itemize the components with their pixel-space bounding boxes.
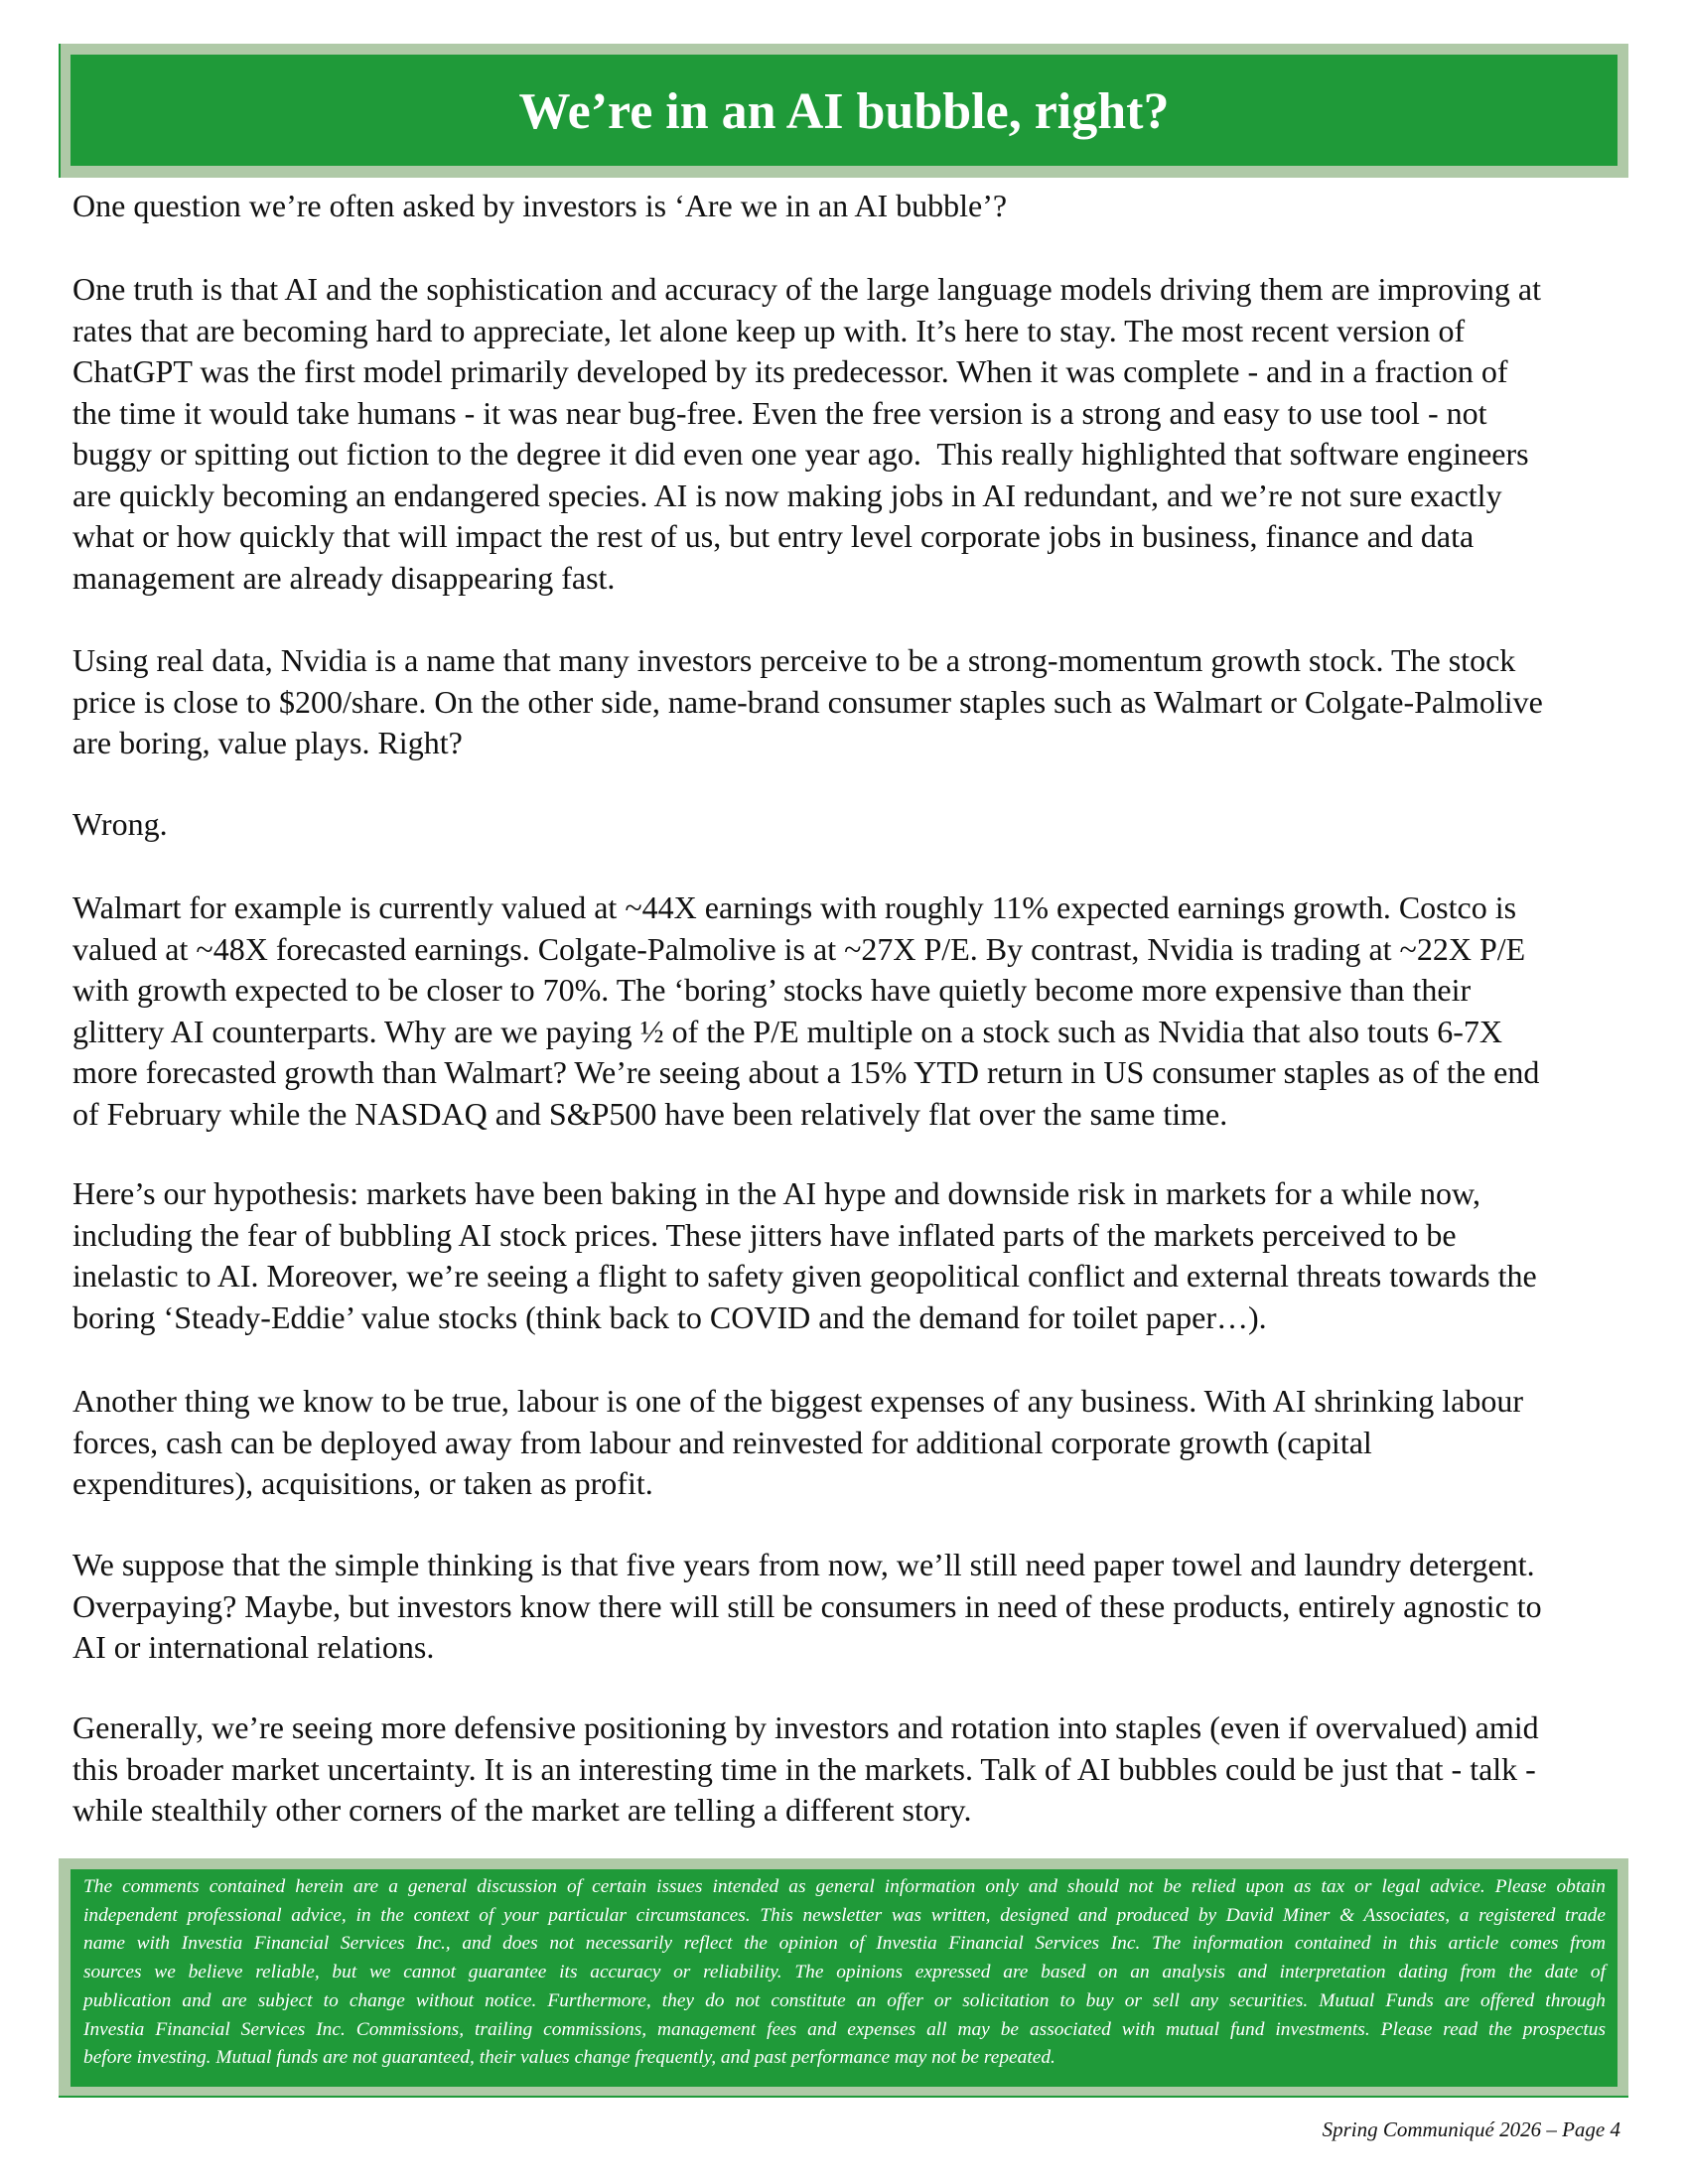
text-line: boring ‘Steady-Eddie’ value stocks (think back to COVID and the demand for toilet paper…). (72, 1298, 1267, 1335)
title-banner (59, 44, 1628, 178)
text-line: AI or international relations. (72, 1629, 435, 1665)
disclaimer-box (59, 1858, 1628, 2098)
text-line: Walmart for example is currently valued at ~44X earnings with roughly 11% expected earnings growth. Costco is (72, 889, 1517, 925)
paragraph-wrong (72, 804, 1621, 846)
paragraph-intro-question (72, 186, 1621, 227)
paragraph-conclusion (72, 1707, 1621, 1832)
disclaimer-line: independent professional advice, in the context of your particular circumstances. This newsletter was written, designed and produced by David Miner & Associates, a registered trade (83, 1904, 1606, 1926)
disclaimer-line: Investia Financial Services Inc. Commissions, trailing commissions, management fees and expenses all may be associated with mutual fund investments. Please read the prospectus (83, 2018, 1606, 2040)
text-line: management are already disappearing fast. (72, 559, 616, 596)
disclaimer-line: sources we believe reliable, but we cannot guarantee its accuracy or reliability. The opinions expressed are based on an analysis and interpretation dating from the date of (83, 1962, 1606, 1983)
text-line: the time it would take humans - it was near bug-free. Even the free version is a strong and easy to use tool - not (72, 394, 1487, 431)
disclaimer-line: The comments contained herein are a general discussion of certain issues intended as general information only and should not be relied upon as tax or legal advice. Please obtain (83, 1876, 1606, 1897)
text-line: Overpaying? Maybe, but investors know there will still be consumers in need of these products, entirely agnostic to (72, 1587, 1542, 1624)
text-line: this broader market uncertainty. It is an interesting time in the markets. Talk of AI bubbles could be just that - talk - (72, 1750, 1536, 1787)
text-line: We suppose that the simple thinking is that five years from now, we’ll still need paper towel and laundry detergent. (72, 1547, 1535, 1582)
disclaimer-line: publication and are subject to change without notice. Furthermore, they do not constitute an offer or solicitation to buy or sell any securities. Mutual Funds are offered through (83, 1989, 1606, 2011)
paragraph-hypothesis (72, 1173, 1621, 1338)
paragraph-ai-truth (72, 269, 1621, 599)
text-line: buggy or spitting out fiction to the degree it did even one year ago. This really highlighted that software engineers (72, 436, 1529, 472)
text-line: expenditures), acquisitions, or taken as profit. (72, 1465, 653, 1501)
text-line: are boring, value plays. Right? (72, 725, 463, 760)
title-banner-inner (70, 55, 1618, 166)
text-line: forces, cash can be deployed away from labour and reinvested for additional corporate growth (capital (72, 1424, 1372, 1460)
text-line: including the fear of bubbling AI stock prices. These jitters have inflated parts of the markets perceived to be (72, 1216, 1457, 1253)
text-line: inelastic to AI. Moreover, we’re seeing a flight to safety given geopolitical conflict and external threats towards the (72, 1258, 1537, 1294)
text-line: rates that are becoming hard to appreciate, let alone keep up with. It’s here to stay. The most recent version of (72, 312, 1466, 348)
text-line: with growth expected to be closer to 70%. The ‘boring’ stocks have quietly become more expensive than their (72, 972, 1472, 1008)
text-line: while stealthily other corners of the market are telling a different story. (72, 1792, 972, 1828)
paragraph-labour (72, 1381, 1621, 1505)
text-line: ChatGPT was the first model primarily developed by its predecessor. When it was complete - and in a fraction of (72, 353, 1508, 389)
text-line: are quickly becoming an endangered species. AI is now making jobs in AI redundant, and we’re not sure exactly (72, 477, 1502, 513)
disclaimer-box-inner (70, 1869, 1618, 2087)
text-line: price is close to $200/share. On the other side, name-brand consumer staples such as Walmart or Colgate-Palmolive (72, 683, 1543, 720)
text-line: what or how quickly that will impact the rest of us, but entry level corporate jobs in business, finance and data (72, 518, 1475, 554)
page-title: We’re in an AI bubble, right? (518, 83, 1170, 140)
paragraph-simple-thinking (72, 1545, 1621, 1669)
text-line: Generally, we’re seeing more defensive positioning by investors and rotation into staples (even if overvalued) amid (72, 1709, 1539, 1745)
text-line: more forecasted growth than Walmart? We’re seeing about a 15% YTD return in US consumer staples as of the end (72, 1054, 1540, 1090)
text-line: valued at ~48X forecasted earnings. Colgate-Palmolive is at ~27X P/E. By contrast, Nvidia is trading at ~22X P/E (72, 930, 1526, 967)
text-line: Using real data, Nvidia is a name that many investors perceive to be a strong-momentum growth stock. The stock (72, 642, 1516, 678)
paragraph-nvidia-real-data (72, 640, 1621, 764)
disclaimer-line: name with Investia Financial Services Inc., and does not necessarily reflect the opinion of Investia Financial Services Inc. The information contained in this article comes from (83, 1933, 1606, 1955)
text-line: Here’s our hypothesis: markets have been baking in the AI hype and downside risk in markets for a while now, (72, 1175, 1481, 1211)
text-line: One question we’re often asked by investors is ‘Are we in an AI bubble’? (72, 188, 1008, 223)
paragraph-valuations (72, 887, 1621, 1135)
text-line: Another thing we know to be true, labour is one of the biggest expenses of any business. With AI shrinking labour (72, 1383, 1523, 1419)
text-line: of February while the NASDAQ and S&P500 have been relatively flat over the same time. (72, 1095, 1228, 1132)
page-footer-label: Spring Communiqué 2026 – Page 4 (1322, 2117, 1620, 2141)
text-line: glittery AI counterparts. Why are we paying ½ of the P/E multiple on a stock such as Nvidia that also touts 6-7X (72, 1013, 1502, 1049)
text-line: One truth is that AI and the sophistication and accuracy of the large language models driving them are improving at (72, 271, 1541, 307)
text-line: Wrong. (72, 806, 168, 842)
disclaimer-line: before investing. Mutual funds are not guaranteed, their values change frequently, and past performance may not be repeated. (83, 2047, 1055, 2069)
